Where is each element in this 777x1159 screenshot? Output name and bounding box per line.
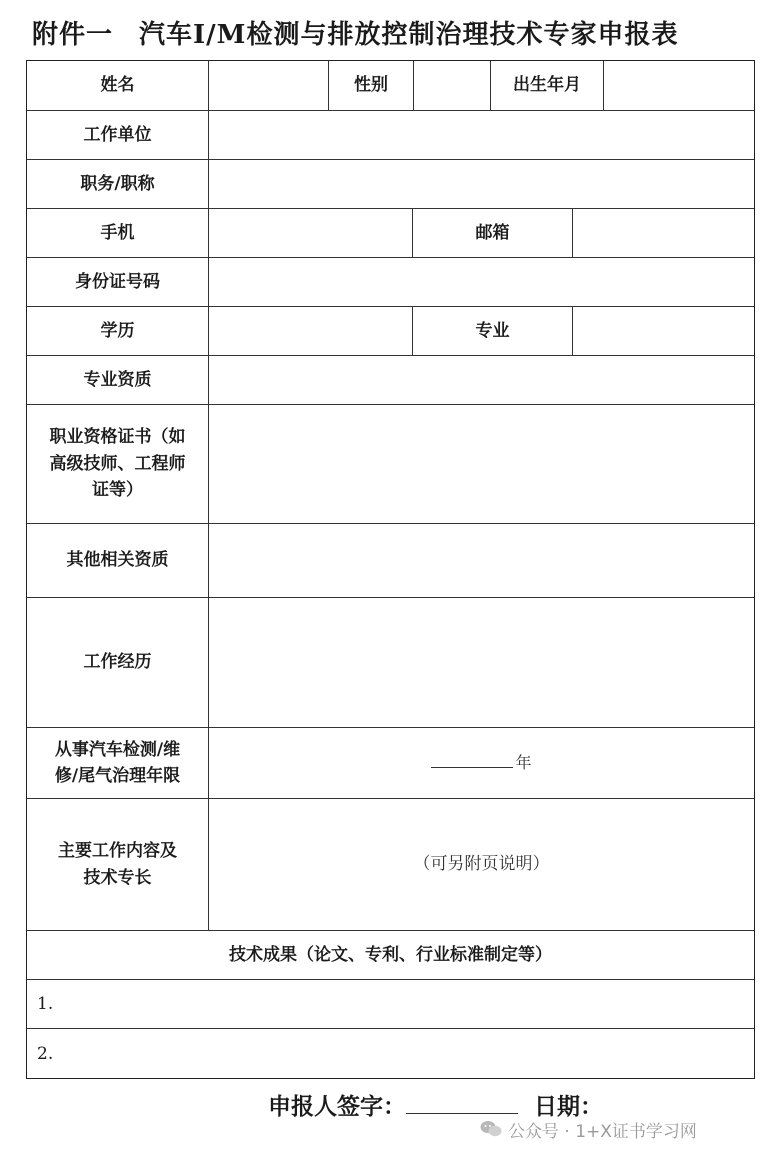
row-id-number [27,257,754,306]
row-achievement-2 [27,1028,754,1080]
row-main-work [27,798,754,930]
certificate-label [27,405,208,523]
birth-label: 出生年月 [490,61,603,110]
form-title: 汽车I/M检测与排放控制治理技术专家申报表 [139,20,679,50]
signature-line[interactable] [406,1095,518,1114]
education-label: 学历 [100,320,135,341]
education-input-cell[interactable] [208,307,412,355]
achievements-heading: 技术成果（论文、专利、行业标准制定等） [229,944,552,965]
workplace-input-cell[interactable] [208,111,754,159]
wechat-icon [480,1120,502,1138]
row-contact [27,208,754,257]
certificate-input-cell[interactable] [208,405,754,523]
signature-label: 申报人签字： [268,1093,406,1120]
row-achievements-heading [27,930,754,979]
email-input-cell[interactable] [572,209,754,257]
date-label: 日期： [534,1093,603,1120]
main-work-input-cell[interactable] [208,799,754,930]
major-label: 专业 [412,307,572,355]
years-field [431,751,531,776]
position-label: 职务/职称 [80,173,155,194]
row-qualification [27,355,754,404]
watermark-text: 公众号 · 1+X证书学习网 [508,1121,697,1142]
row-achievement-1 [27,979,754,1028]
row-education [27,306,754,355]
years-blank-line [431,753,513,768]
phone-label: 手机 [100,222,135,243]
major-input-cell[interactable] [572,307,754,355]
work-experience-label: 工作经历 [83,652,152,673]
row-personal-info [27,61,754,110]
phone-input-cell[interactable] [208,209,412,257]
row-workplace [27,110,754,159]
certificate-label-line-2: 高级技师、工程师 [49,453,186,474]
gender-label: 性别 [328,61,413,110]
attachment-label: 附件一 [32,20,114,50]
row-certificate [27,404,754,523]
application-form-table [26,60,755,1079]
years-unit: 年 [515,752,532,772]
qualification-input-cell[interactable] [208,356,754,404]
main-work-note: （可另附页说明） [413,854,550,875]
years-label-line-2: 修/尾气治理年限 [54,766,181,786]
qualification-label: 专业资质 [83,369,152,390]
row-years [27,727,754,798]
row-other-qualification [27,523,754,597]
years-label [27,728,208,798]
row-work-experience [27,597,754,727]
certificate-label-line-3: 证等） [92,480,143,501]
gender-input-cell[interactable] [413,61,490,110]
main-work-label [27,799,208,930]
main-work-label-line-2: 技术专长 [83,867,152,888]
achievement-item-1[interactable]: 1. [37,993,54,1014]
row-position [27,159,754,208]
certificate-label-line-1: 职业资格证书（如 [49,427,186,448]
watermark [480,1116,697,1142]
position-input-cell[interactable] [208,160,754,208]
work-experience-input-cell[interactable] [208,598,754,727]
main-work-label-line-1: 主要工作内容及 [58,841,177,862]
id-number-input-cell[interactable] [208,258,754,306]
email-label: 邮箱 [412,209,572,257]
name-label: 姓名 [100,75,135,96]
years-input-cell[interactable] [208,728,754,798]
other-qualification-input-cell[interactable] [208,524,754,597]
id-number-label: 身份证号码 [75,271,160,292]
other-qualification-label: 其他相关资质 [66,550,169,571]
birth-input-cell[interactable] [603,61,754,110]
workplace-label: 工作单位 [83,124,152,145]
name-input-cell[interactable] [208,61,328,110]
achievement-item-2[interactable]: 2. [37,1044,54,1065]
document-title [32,14,752,54]
years-label-line-1: 从事汽车检测/维 [54,739,181,760]
